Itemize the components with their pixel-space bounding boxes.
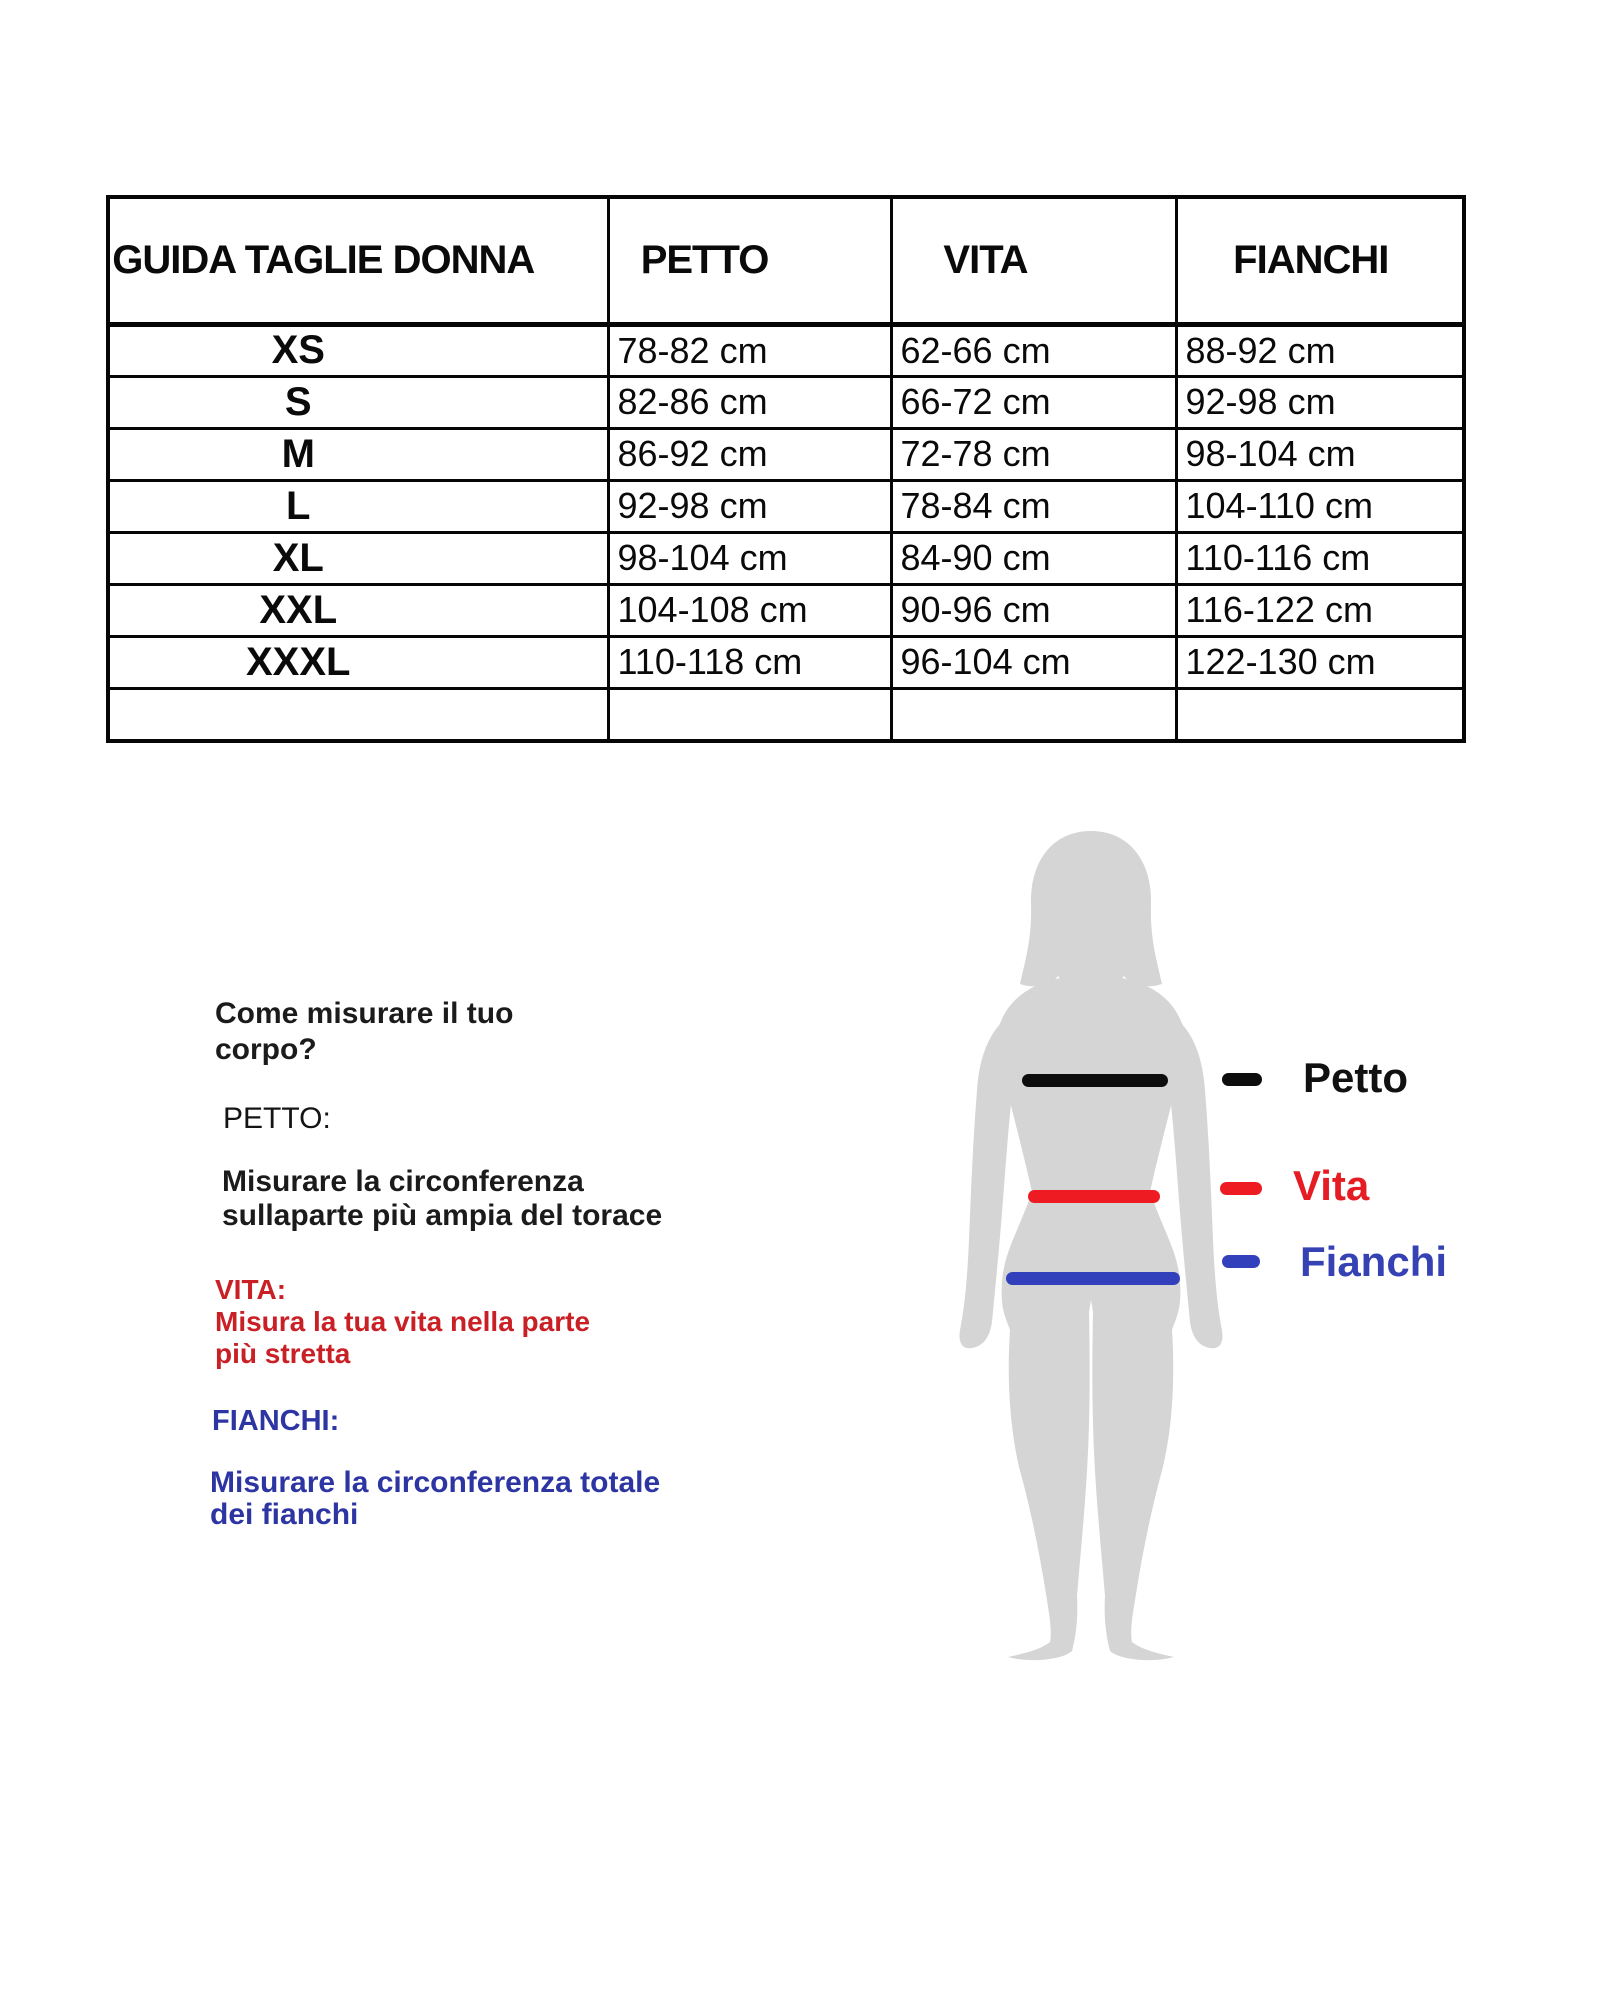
intro-heading-line2: corpo? (215, 1033, 317, 1066)
table-title: GUIDA TAGLIE DONNA (108, 197, 608, 324)
fianchi-value: 98-104 cm (1176, 428, 1464, 480)
column-header-fianchi: FIANCHI (1176, 197, 1464, 324)
chest-measure-line (1022, 1074, 1168, 1087)
hips-measure-line (1006, 1272, 1180, 1285)
column-header-petto: PETTO (608, 197, 891, 324)
legend-label-petto: Petto (1303, 1054, 1408, 1101)
legend-label-fianchi: Fianchi (1300, 1238, 1448, 1285)
petto-value: 110-118 cm (608, 636, 891, 688)
fianchi-value: 116-122 cm (1176, 584, 1464, 636)
petto-value: 98-104 cm (608, 532, 891, 584)
vita-value: 62-66 cm (891, 324, 1176, 376)
vita-value: 96-104 cm (891, 636, 1176, 688)
fianchi-value: 92-98 cm (1176, 376, 1464, 428)
vita-value: 84-90 cm (891, 532, 1176, 584)
petto-desc-line2: sullaparte più ampia del torace (222, 1199, 663, 1232)
size-label: M (108, 428, 608, 480)
vita-desc-line2: più stretta (215, 1338, 351, 1369)
petto-value: 104-108 cm (608, 584, 891, 636)
waist-measure-line (1028, 1190, 1160, 1203)
fianchi-desc-line2: dei fianchi (210, 1498, 359, 1531)
size-label: XXL (108, 584, 608, 636)
fianchi-value: 110-116 cm (1176, 532, 1464, 584)
vita-heading: VITA: (215, 1274, 287, 1305)
fianchi-value: 104-110 cm (1176, 480, 1464, 532)
legend-label-vita: Vita (1293, 1162, 1370, 1209)
vita-value: 78-84 cm (891, 480, 1176, 532)
silhouette-head (1020, 831, 1162, 993)
size-label: XXXL (108, 636, 608, 688)
legend-dash-vita (1220, 1182, 1262, 1195)
petto-desc-line1: Misurare la circonferenza (222, 1165, 584, 1198)
size-label: S (108, 376, 608, 428)
petto-value: 82-86 cm (608, 376, 891, 428)
intro-heading-line1: Come misurare il tuo (215, 997, 514, 1030)
vita-value: 72-78 cm (891, 428, 1176, 480)
petto-heading: PETTO: (223, 1102, 331, 1135)
size-label: XS (108, 324, 608, 376)
petto-value: 78-82 cm (608, 324, 891, 376)
fianchi-desc-line1: Misurare la circonferenza totale (210, 1466, 661, 1499)
size-label: XL (108, 532, 608, 584)
vita-desc-line1: Misura la tua vita nella parte (215, 1306, 591, 1337)
petto-value: 86-92 cm (608, 428, 891, 480)
petto-value: 92-98 cm (608, 480, 891, 532)
fianchi-heading: FIANCHI: (212, 1405, 340, 1437)
column-header-vita: VITA (891, 197, 1176, 324)
legend-dash-fianchi (1222, 1255, 1260, 1268)
vita-value: 90-96 cm (891, 584, 1176, 636)
fianchi-value: 122-130 cm (1176, 636, 1464, 688)
fianchi-value: 88-92 cm (1176, 324, 1464, 376)
size-label: L (108, 480, 608, 532)
legend-dash-petto (1222, 1073, 1262, 1086)
vita-value: 66-72 cm (891, 376, 1176, 428)
